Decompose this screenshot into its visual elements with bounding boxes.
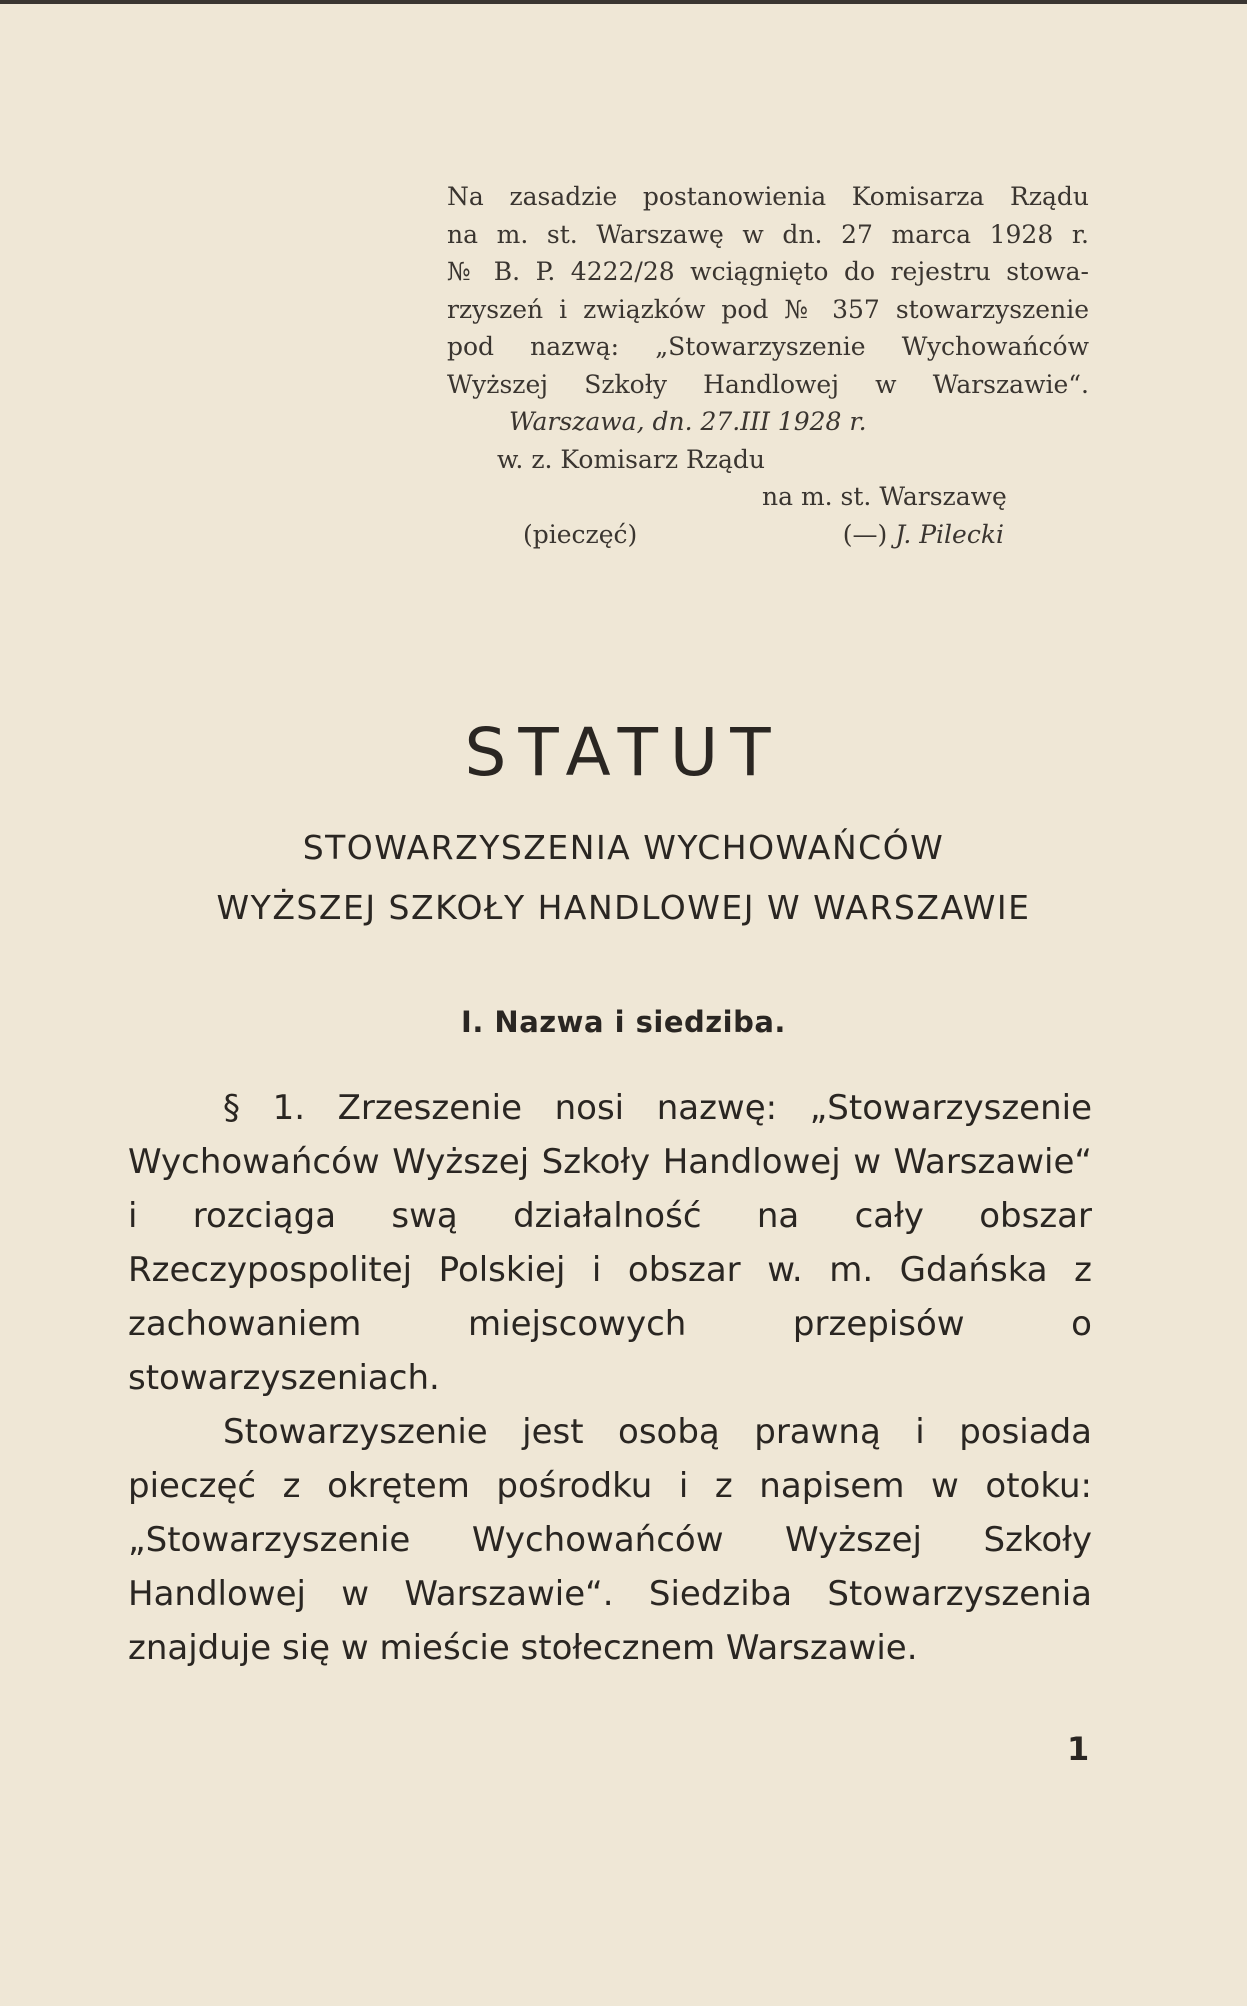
section-heading: I. Nazwa i siedziba. [461, 1005, 786, 1039]
paragraph-1-text: § 1. Zrzeszenie nosi nazwę: „Stowarzyszenie Wychowańców Wyższej Szkoły Handlowej w Warszawie“ i rozciąga swą działalność na cały obszar Rzeczypospolitej Polskiej i obszar w. m. Gdańska z zachowaniem miejscowych przepisów o stowarzyszeniach. [128, 1088, 1092, 1398]
notice-line: na m. st. Warszawę w dn. 27 marca 1928 r. [447, 219, 1089, 249]
document-title: STATUT [464, 714, 783, 791]
paragraph-2 [128, 1405, 1092, 1675]
seal-mark: (pieczęć) [523, 519, 638, 549]
signature-dash: (—) [842, 519, 888, 549]
notice-line: № B. P. 4222/28 wciągnięto do rejestru stowa- [447, 257, 1089, 286]
paragraph-1 [128, 1081, 1092, 1405]
notice-line: Na zasadzie postanowienia Komisarza Rządu [447, 182, 1089, 211]
paragraph-2-text: Stowarzyszenie jest osobą prawną i posiada pieczęć z okrętem pośrodku i z napisem w otoku: „Stowarzyszenie Wychowańców Wyższej Szkoły Handlowej w Warszawie“. Siedziba Stowarzyszenia znajduje się w mieście stołecznem Warszawie. [128, 1412, 1092, 1668]
subtitle-line-2: WYŻSZEJ SZKOŁY HANDLOWEJ W WARSZAWIE [216, 888, 1031, 927]
notice-line: rzyszeń i związków pod № 357 stowarzyszenie [447, 294, 1089, 324]
registration-notice [447, 178, 1089, 553]
signature [843, 516, 1004, 554]
page-top-edge [0, 0, 1247, 4]
page-number: 1 [1067, 1730, 1090, 1768]
signature-name: J. Pilecki [895, 519, 1004, 549]
signatory-line-2: na m. st. Warszawę [762, 482, 1007, 511]
signatory-line-1: w. z. Komisarz Rządu [497, 444, 765, 474]
notice-date: Warszawa, dn. 27.III 1928 r. [509, 407, 867, 436]
notice-line: pod nazwą: „Stowarzyszenie Wychowańców [447, 332, 1089, 361]
notice-line: Wyższej Szkoły Handlowej w Warszawie“. [447, 369, 1089, 399]
subtitle-line-1: STOWARZYSZENIA WYCHOWAŃCÓW [302, 828, 945, 867]
signature-row [447, 516, 1089, 554]
statute-body [128, 1081, 1092, 1675]
